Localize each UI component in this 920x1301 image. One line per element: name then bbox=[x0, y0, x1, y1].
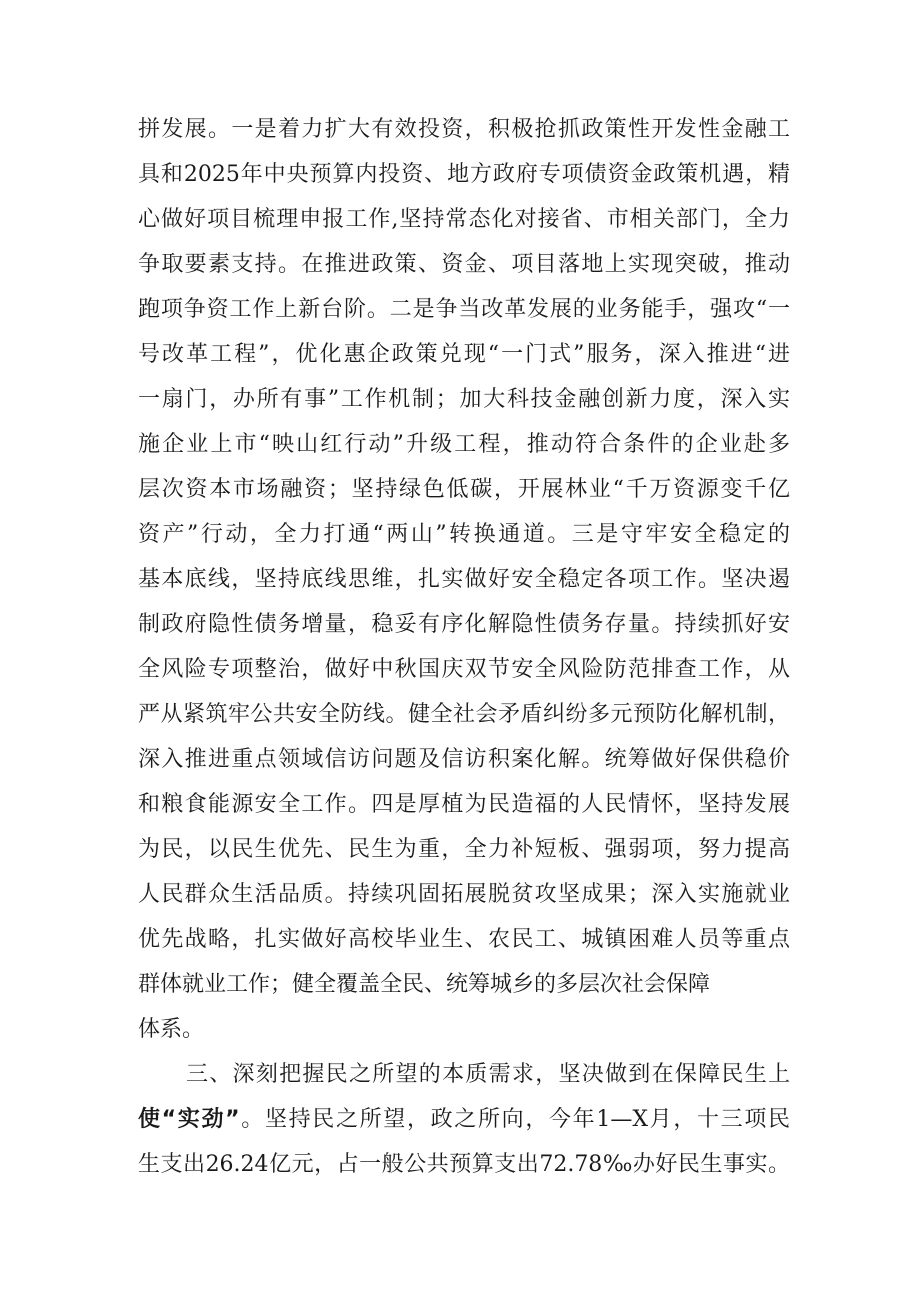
body-text-line: 群体就业工作；健全覆盖全民、统筹城乡的多层次社会保障 bbox=[138, 972, 711, 997]
section-heading-tail: 使“实劲” bbox=[138, 1107, 240, 1132]
body-text-line: 资产”行动，全力打通“两山”转换通道。三是守牢安全稳定的 bbox=[138, 522, 790, 547]
body-text-line: 基本底线，坚持底线思维，扎实做好安全稳定各项工作。坚决遏 bbox=[138, 567, 790, 592]
body-text-line: 严从紧筑牢公共安全防线。健全社会矛盾纠纷多元预防化解机制， bbox=[138, 702, 790, 727]
section-heading: 三、深刻把握民之所望的本质需求，坚决做到在保障民生上 bbox=[186, 1062, 790, 1087]
body-text-line: 具和2025年中央预算内投资、地方政府专项债资金政策机遇，精 bbox=[138, 162, 790, 187]
body-text-line: 人民群众生活品质。持续巩固拓展脱贫攻坚成果；深入实施就业 bbox=[138, 882, 790, 907]
body-text-line: 施企业上市“映山红行动”升级工程，推动符合条件的企业赴多 bbox=[138, 432, 790, 457]
body-text-line: 生支出26.24亿元，占一般公共预算支出72.78‰办好民生事实。 bbox=[138, 1152, 790, 1177]
body-text-line: 争取要素支持。在推进政策、资金、项目落地上实现突破，推动 bbox=[138, 252, 790, 277]
body-text-line: 为民，以民生优先、民生为重，全力补短板、强弱项，努力提高 bbox=[138, 837, 790, 862]
body-text-line: 优先战略，扎实做好高校毕业生、农民工、城镇困难人员等重点 bbox=[138, 927, 790, 952]
body-text-line: 制政府隐性债务增量，稳妥有序化解隐性债务存量。持续抓好安 bbox=[138, 612, 790, 637]
body-text-line: 号改革工程”，优化惠企政策兑现“一门式”服务，深入推进“进 bbox=[138, 342, 790, 367]
body-text-line: 和粮食能源安全工作。四是厚植为民造福的人民情怀，坚持发展 bbox=[138, 792, 790, 817]
body-text-line: 拼发展。一是着力扩大有效投资，积极抢抓政策性开发性金融工 bbox=[138, 117, 790, 142]
body-text-line: 跑项争资工作上新台阶。二是争当改革发展的业务能手，强攻“一 bbox=[138, 297, 790, 322]
body-text-line: 心做好项目梳理申报工作,坚持常态化对接省、市相关部门，全力 bbox=[138, 207, 790, 232]
body-text-line: 体系。 bbox=[138, 1017, 205, 1042]
section-heading-continuation bbox=[138, 1105, 790, 1135]
body-text-line: 层次资本市场融资；坚持绿色低碳，开展林业“千万资源变千亿 bbox=[138, 477, 790, 502]
body-text-line: 全风险专项整治，做好中秋国庆双节安全风险防范排查工作，从 bbox=[138, 657, 790, 682]
body-text-line: 一扇门，办所有事”工作机制；加大科技金融创新力度，深入实 bbox=[138, 387, 790, 412]
section-body-start: 。坚持民之所望，政之所向，今年1—X月，十三项民 bbox=[239, 1107, 790, 1132]
body-text-line: 深入推进重点领域信访问题及信访积案化解。统筹做好保供稳价 bbox=[138, 747, 790, 772]
